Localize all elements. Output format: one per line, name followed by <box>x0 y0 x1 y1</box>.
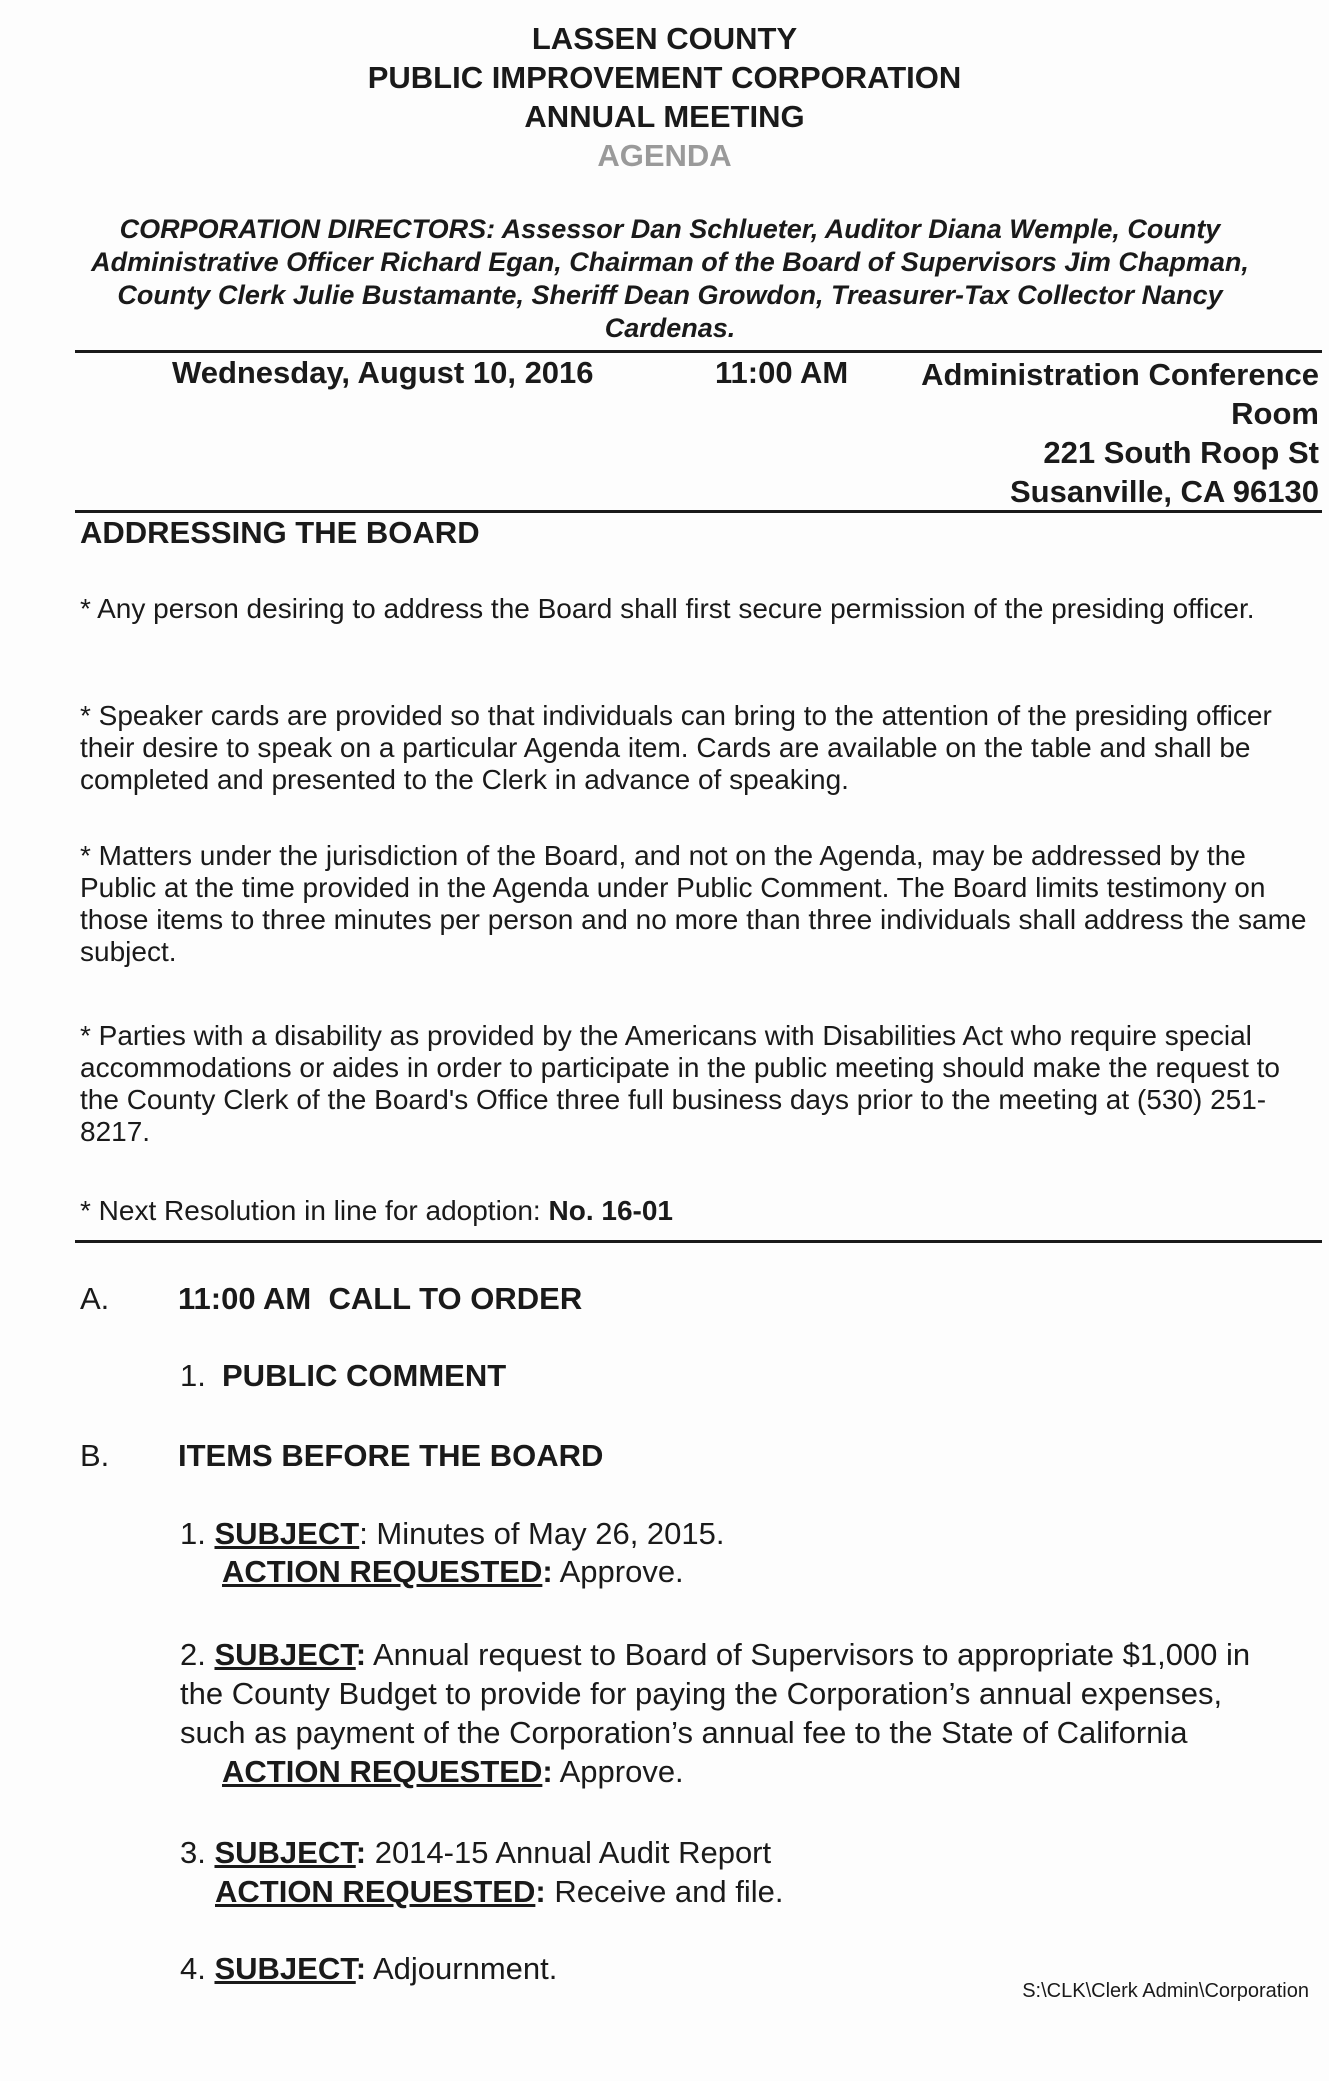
section-b-letter: B. <box>80 1438 110 1473</box>
item-3-number: 3. <box>180 1835 206 1870</box>
item-1: 1. SUBJECT: Minutes of May 26, 2015. <box>180 1516 725 1551</box>
meeting-address-line1: 221 South Roop St <box>1043 435 1319 470</box>
addressing-paragraph-1: * Any person desiring to address the Board shall first secure permission of the presiding officer. <box>80 593 1255 624</box>
meeting-date: Wednesday, August 10, 2016 <box>172 355 594 390</box>
addressing-paragraph-4: * Parties with a disability as provided by the Americans with Disabilities Act who require special accommodations or aides in order to participate in the public meeting should make the request to the County Clerk of the Board's Office three full business days prior to the meeting at (530) 251-8217. <box>80 1020 1281 1147</box>
file-path-footer: S:\CLK\Clerk Admin\Corporation <box>1022 1980 1309 2002</box>
item-2-subject-line1: Annual request to Board of Supervisors to appropriate $1,000 in <box>372 1637 1251 1672</box>
item-2: 2. SUBJECT: Annual request to Board of Supervisors to appropriate $1,000 in <box>180 1637 1251 1672</box>
item-3-action-value: Receive and file. <box>554 1874 784 1909</box>
item-2-action-value: Approve. <box>559 1754 684 1789</box>
item-a1-title: PUBLIC COMMENT <box>222 1358 507 1393</box>
item-1-subject: Minutes of May 26, 2015. <box>376 1516 725 1551</box>
item-4-subject-label: SUBJECT <box>214 1951 356 1986</box>
header-county: LASSEN COUNTY <box>531 21 798 56</box>
item-2-action: ACTION REQUESTED: Approve. <box>222 1754 684 1789</box>
addressing-paragraph-3: * Matters under the jurisdiction of the Board, and not on the Agenda, may be addressed by the Public at the time provided in the Agenda under Public Comment. The Board limits testimony on those items to three minutes per person and no more than three individuals shall address the same subject. <box>80 840 1307 967</box>
item-1-action-label: ACTION REQUESTED <box>222 1554 543 1589</box>
divider-top <box>75 350 1322 353</box>
divider-middle <box>75 510 1322 513</box>
item-a1-number: 1. <box>180 1358 206 1393</box>
addressing-title: ADDRESSING THE BOARD <box>80 515 480 550</box>
item-3-action-label: ACTION REQUESTED <box>215 1874 536 1909</box>
item-1-action-value: Approve. <box>559 1554 684 1589</box>
item-3-subject-label: SUBJECT <box>214 1835 356 1870</box>
next-resolution-number: No. 16-01 <box>548 1195 673 1226</box>
addressing-paragraph-2: * Speaker cards are provided so that individuals can bring to the attention of the presiding officer their desire to speak on a particular Agenda item. Cards are available on the table and shall be completed and presented to the Clerk in advance of speaking. <box>80 700 1272 795</box>
corporation-directors: CORPORATION DIRECTORS: Assessor Dan Schlueter, Auditor Diana Wemple, County Administrative Officer Richard Egan, Chairman of the Board of Supervisors Jim Chapman, County Clerk Julie Bustamante, Sheriff Dean Growdon, Treasurer-Tax Collector Nancy Cardenas. <box>91 214 1249 343</box>
meeting-address-line2: Susanville, CA 96130 <box>1009 474 1319 509</box>
item-3-subject: 2014-15 Annual Audit Report <box>374 1835 772 1870</box>
meeting-location-line1: Administration Conference <box>921 357 1319 392</box>
item-4: 4. SUBJECT: Adjournment. <box>180 1951 558 1986</box>
item-4-number: 4. <box>180 1951 206 1986</box>
next-resolution <box>80 1195 1315 1227</box>
meeting-time: 11:00 AM <box>715 355 849 390</box>
item-2-subject-line2: the County Budget to provide for paying the Corporation’s annual expenses, <box>180 1676 1223 1711</box>
section-b-title: ITEMS BEFORE THE BOARD <box>178 1438 604 1473</box>
section-a-title: 11:00 AM CALL TO ORDER <box>178 1281 583 1316</box>
meeting-location-line2: Room <box>1231 396 1319 431</box>
item-2-action-label: ACTION REQUESTED <box>222 1754 543 1789</box>
item-3-action: ACTION REQUESTED: Receive and file. <box>215 1874 784 1909</box>
item-1-action: ACTION REQUESTED: Approve. <box>222 1554 684 1589</box>
header-corporation: PUBLIC IMPROVEMENT CORPORATION <box>367 60 962 95</box>
next-resolution-label: * Next Resolution in line for adoption: <box>80 1195 541 1226</box>
header-agenda: AGENDA <box>597 138 732 173</box>
divider-bottom <box>75 1240 1322 1243</box>
item-2-number: 2. <box>180 1637 206 1672</box>
item-2-subject-label: SUBJECT <box>214 1637 356 1672</box>
section-a-letter: A. <box>80 1281 110 1316</box>
item-1-subject-label: SUBJECT <box>214 1516 360 1551</box>
item-4-subject: Adjournment. <box>372 1951 558 1986</box>
item-3: 3. SUBJECT: 2014-15 Annual Audit Report <box>180 1835 772 1870</box>
item-1-number: 1. <box>180 1516 206 1551</box>
header-meeting: ANNUAL MEETING <box>524 99 805 134</box>
item-2-subject-line3: such as payment of the Corporation’s annual fee to the State of California <box>180 1715 1188 1750</box>
